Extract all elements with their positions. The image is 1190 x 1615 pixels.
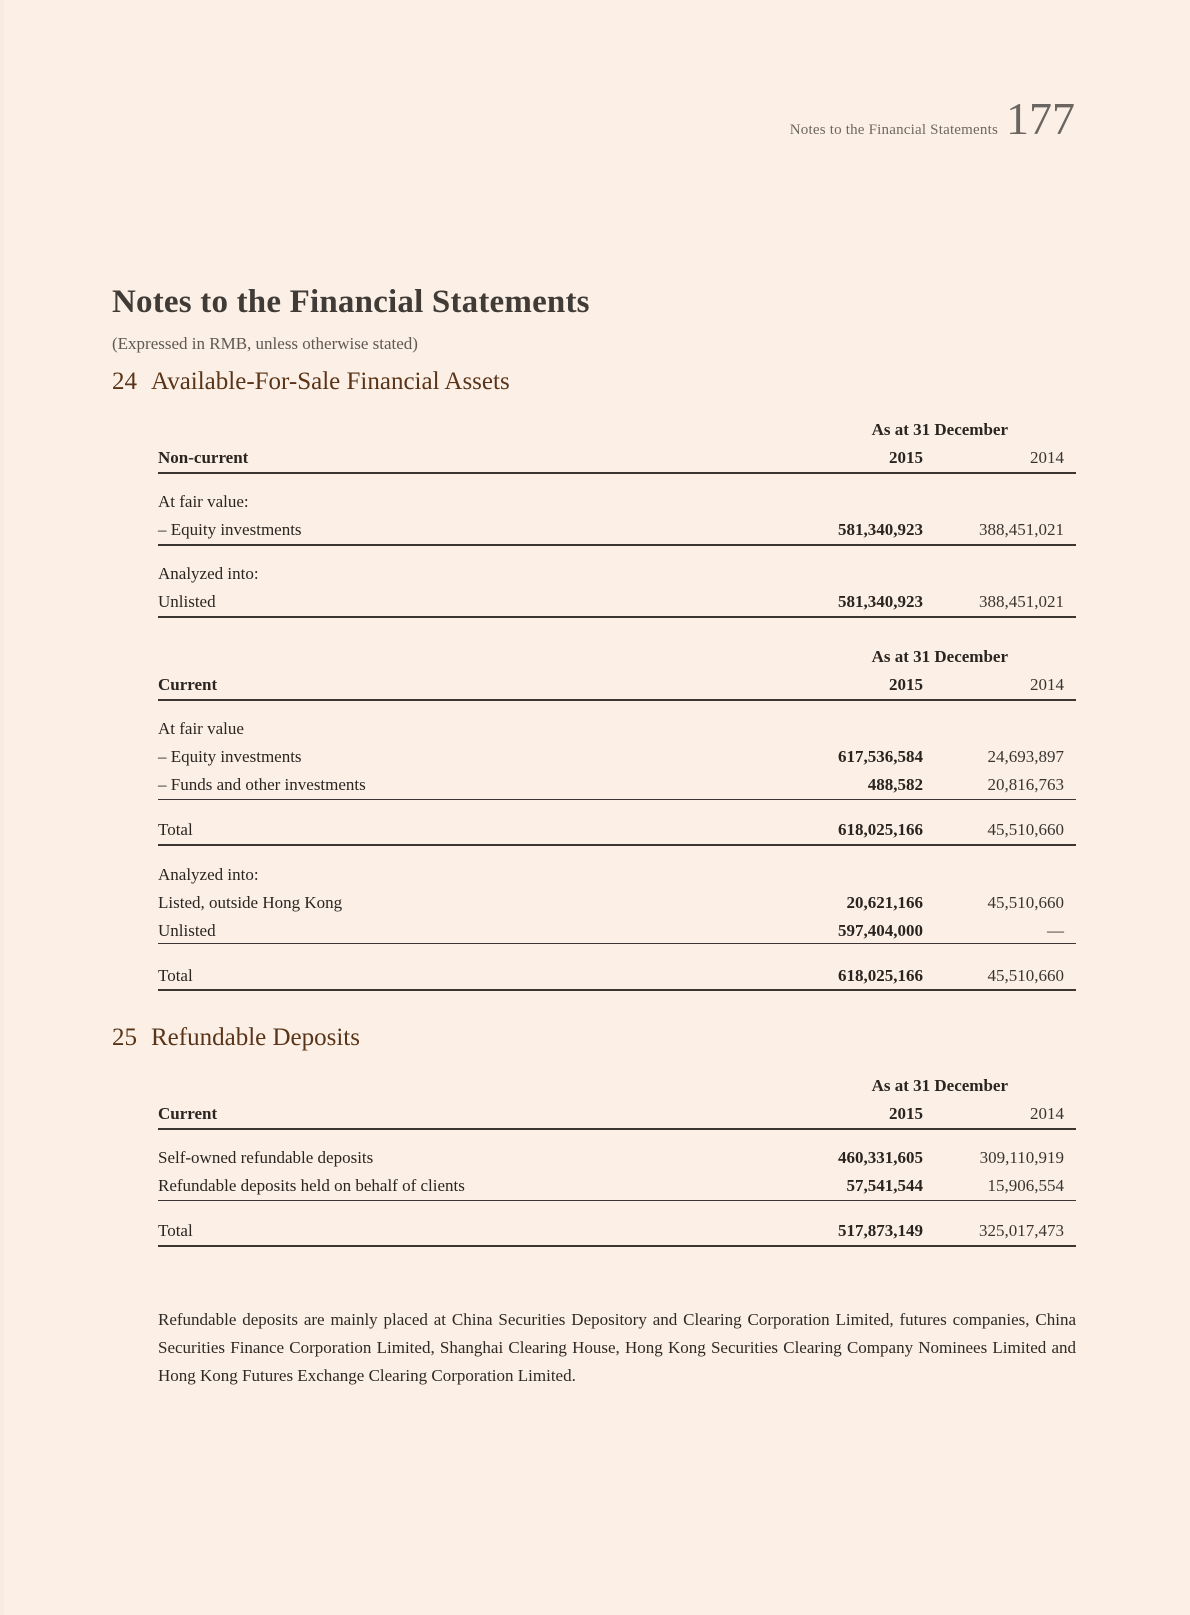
table-row: [158, 743, 1076, 771]
table-row-total: [158, 816, 1076, 844]
table-non-current: [158, 416, 1076, 616]
page-title: Notes to the Financial Statements: [112, 284, 590, 320]
value-2014: 45,510,660: [987, 820, 1064, 839]
period-header: As at 31 December: [871, 647, 1008, 666]
total-rule: [158, 616, 1076, 618]
page-edge: [0, 0, 4, 1615]
table-row: [158, 588, 1076, 616]
refundable-deposits-note: Refundable deposits are mainly placed at China Securities Depository and Clearing Corporation Limited, futures companies, China Securities Finance Corporation Limited, Shanghai Clearing House, Hong Kong Securities Clearing Company Nominees Limited and Hong Kong Futures Exchange Clearing Corporation Limited.: [158, 1310, 1076, 1385]
row-label: Unlisted: [158, 592, 216, 611]
table-row: [158, 560, 1076, 588]
value-2015: 488,582: [867, 775, 923, 794]
column-header-2015: 2015: [889, 448, 923, 467]
table-row: [158, 917, 1076, 945]
row-label: At fair value: [158, 719, 244, 738]
subtotal-rule: [158, 1200, 1076, 1201]
table-current: [158, 643, 1076, 990]
column-header-2015: 2015: [889, 675, 923, 694]
row-label: – Equity investments: [158, 747, 302, 766]
row-label: Total: [158, 1221, 193, 1240]
section-heading-25: [112, 1024, 360, 1052]
row-label: At fair value:: [158, 492, 249, 511]
value-2014: 325,017,473: [979, 1221, 1064, 1240]
value-2015: 618,025,166: [838, 966, 923, 985]
table-period-header: [158, 643, 1076, 671]
value-2015: 618,025,166: [838, 820, 923, 839]
value-2014: 15,906,554: [987, 1176, 1064, 1195]
value-2015: 460,331,605: [838, 1148, 923, 1167]
section-number: 24: [112, 368, 137, 395]
table-row: [158, 889, 1076, 917]
table-row: [158, 488, 1076, 516]
table-row: [158, 516, 1076, 544]
column-header-label: Current: [158, 1104, 218, 1123]
period-header: As at 31 December: [871, 1076, 1008, 1095]
row-label: Refundable deposits held on behalf of clients: [158, 1176, 465, 1195]
row-label: Total: [158, 966, 193, 985]
value-2014: 20,816,763: [987, 775, 1064, 794]
value-2015: 581,340,923: [838, 520, 923, 539]
column-header-label: Non-current: [158, 448, 249, 467]
value-2014: 45,510,660: [987, 966, 1064, 985]
value-2015: 597,404,000: [838, 921, 923, 940]
value-2014: 388,451,021: [979, 592, 1064, 611]
column-header-label: Current: [158, 675, 218, 694]
period-header: As at 31 December: [871, 420, 1008, 439]
value-2014: 309,110,919: [979, 1148, 1064, 1167]
value-2014: —: [1047, 921, 1064, 940]
table-header-row: [158, 1100, 1076, 1128]
row-label: – Funds and other investments: [158, 775, 366, 794]
table-period-header: [158, 1072, 1076, 1100]
column-header-2015: 2015: [889, 1104, 923, 1123]
table-refundable-deposits: [158, 1072, 1076, 1245]
table-row: [158, 1144, 1076, 1172]
row-label: Total: [158, 820, 193, 839]
table-row: [158, 771, 1076, 799]
value-2015: 617,536,584: [838, 747, 923, 766]
header-rule: [158, 699, 1076, 701]
running-head-title: Notes to the Financial Statements: [789, 122, 998, 138]
column-header-2014: 2014: [1030, 675, 1064, 694]
column-header-2014: 2014: [1030, 448, 1064, 467]
value-2015: 57,541,544: [846, 1176, 923, 1195]
value-2015: 581,340,923: [838, 592, 923, 611]
section-title: Refundable Deposits: [151, 1024, 360, 1051]
section-heading-24: [112, 368, 510, 396]
table-header-row: [158, 444, 1076, 472]
total-rule: [158, 844, 1076, 846]
column-header-2014: 2014: [1030, 1104, 1064, 1123]
section-title: Available-For-Sale Financial Assets: [151, 368, 510, 395]
page-subtitle: (Expressed in RMB, unless otherwise stated): [112, 334, 418, 353]
value-2014: 388,451,021: [979, 520, 1064, 539]
table-row-total: [158, 962, 1076, 990]
section-number: 25: [112, 1024, 137, 1051]
subtotal-rule: [158, 799, 1076, 800]
row-label: – Equity investments: [158, 520, 302, 539]
header-rule: [158, 1128, 1076, 1130]
table-row-total: [158, 1217, 1076, 1245]
running-head: [789, 93, 1075, 144]
table-header-row: [158, 671, 1076, 699]
table-row: [158, 861, 1076, 889]
subtotal-rule: [158, 544, 1076, 546]
value-2014: 45,510,660: [987, 893, 1064, 912]
value-2015: 517,873,149: [838, 1221, 923, 1240]
table-period-header: [158, 416, 1076, 444]
table-row: [158, 1172, 1076, 1200]
header-rule: [158, 472, 1076, 474]
value-2015: 20,621,166: [846, 893, 923, 912]
subtotal-rule: [158, 943, 1076, 944]
value-2014: 24,693,897: [987, 747, 1064, 766]
row-label: Listed, outside Hong Kong: [158, 893, 343, 912]
page-number: 177: [1006, 93, 1075, 144]
row-label: Self-owned refundable deposits: [158, 1148, 374, 1167]
total-rule: [158, 989, 1076, 991]
total-rule: [158, 1245, 1076, 1247]
row-label: Analyzed into:: [158, 865, 259, 884]
row-label: Unlisted: [158, 921, 216, 940]
row-label: Analyzed into:: [158, 564, 259, 583]
table-row: [158, 715, 1076, 743]
